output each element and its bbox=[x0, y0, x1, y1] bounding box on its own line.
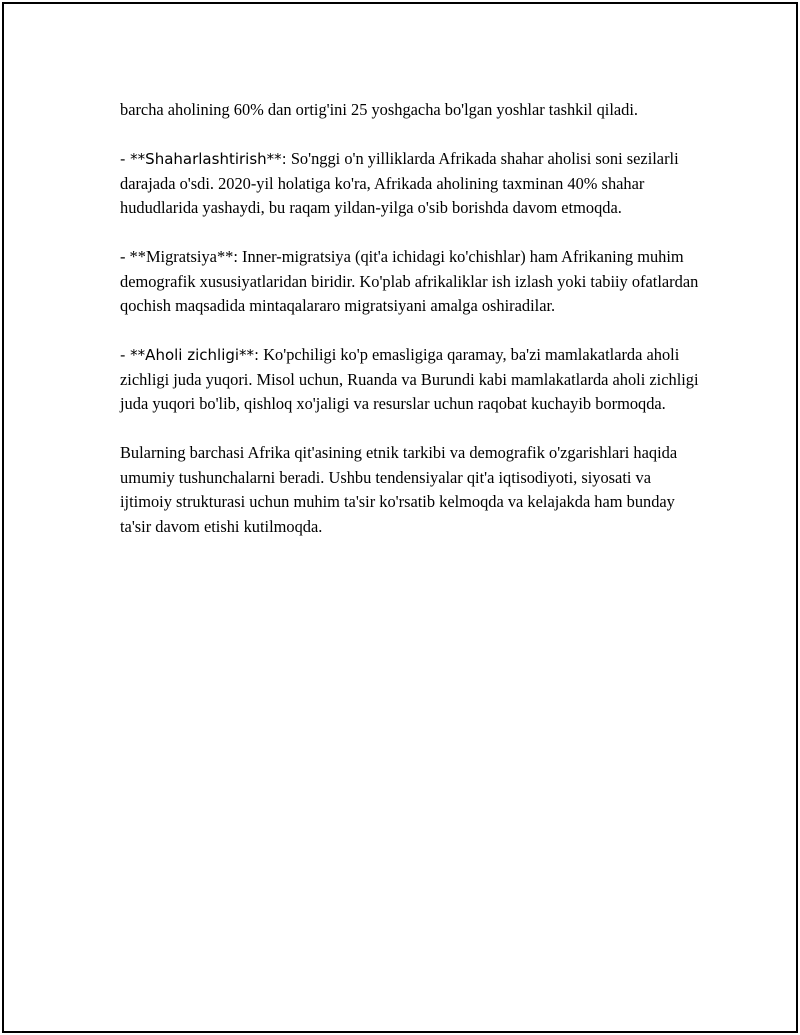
document-page bbox=[2, 2, 798, 1033]
paragraph-text: Ko'pchiligi ko'p emasligiga qaramay, ba'zi mamlakatlarda aholi zichligi juda yuqori. Misol uchun, Ruanda va Burundi kabi mamlakatlarda aholi zichligi juda yuqori bo'lib, qishloq xo'jaligi va resurslar uchun raqobat kuchayib bormoqda. bbox=[120, 345, 699, 413]
paragraph-text: Bularning barchasi Afrika qit'asining etnik tarkibi va demografik o'zgarishlari haqida umumiy tushunchalarni beradi. Ushbu tendensiyalar qit'a iqtisodiyoti, siyosati va ijtimoiy strukturasi uchun muhim ta'sir ko'rsatib kelmoqda va kelajakda ham bunday ta'sir davom etishi kutilmoqda. bbox=[120, 443, 678, 536]
paragraph-conclusion bbox=[120, 441, 700, 539]
paragraph-text: Inner-migratsiya (qit'a ichidagi ko'chishlar) ham Afrikaning muhim demografik xususiyatlaridan biridir. Ko'plab afrikaliklar ish izlash yoki tabiiy ofatlardan qochish maqsadida mintaqalararo migratsiyani amalga oshiradilar. bbox=[120, 247, 699, 315]
paragraph-youth-share bbox=[120, 98, 700, 123]
bullet-heading: - **Aholi zichligi**: bbox=[120, 346, 260, 364]
paragraph-text: So'nggi o'n yilliklarda Afrikada shahar aholisi soni sezilarli darajada o'sdi. 2020-yil holatiga ko'ra, Afrikada aholining taxminan 40% shahar hududlarida yashaydi, bu raqam yildan-yilga o'sib borishda davom etmoqda. bbox=[120, 149, 679, 217]
bullet-heading: - **Migratsiya**: bbox=[120, 247, 238, 266]
paragraph-text: barcha aholining 60% dan ortig'ini 25 yoshgacha bo'lgan yoshlar tashkil qiladi. bbox=[120, 100, 639, 119]
paragraph-migration bbox=[120, 245, 700, 319]
document-body bbox=[120, 98, 700, 564]
paragraph-urbanization bbox=[120, 147, 700, 221]
bullet-heading: - **Shaharlashtirish**: bbox=[120, 150, 287, 168]
paragraph-population-density bbox=[120, 343, 700, 417]
